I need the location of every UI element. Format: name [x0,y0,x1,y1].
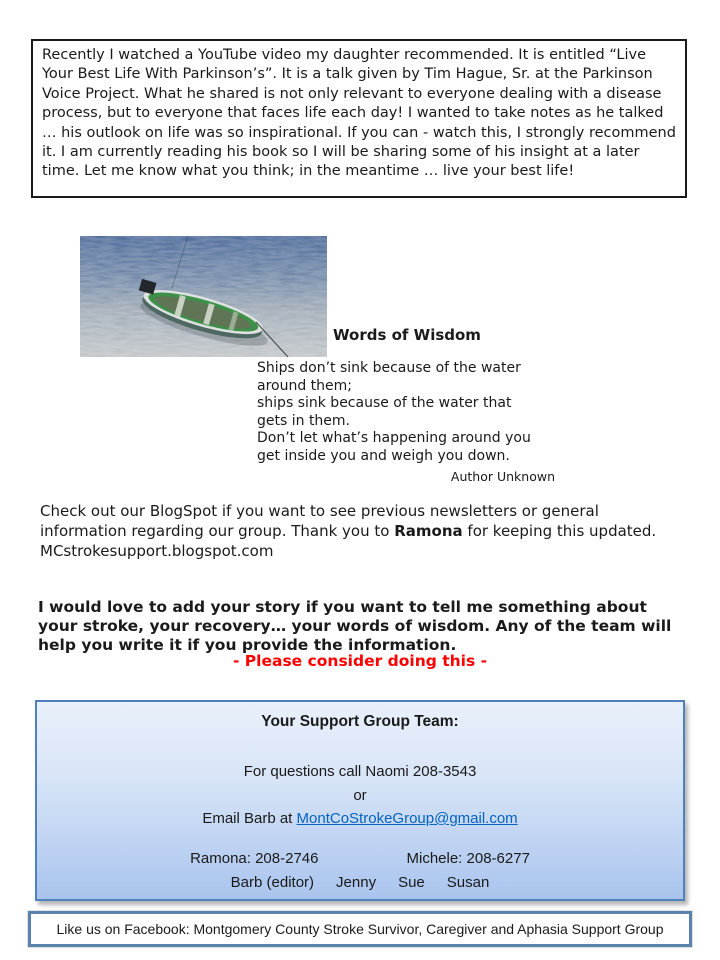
intro-text-box [31,39,687,198]
or-label: or [353,787,367,804]
email-line [37,810,683,827]
facebook-text: Like us on Facebook: Montgomery County Stroke Survivor, Caregiver and Aphasia Support Group [56,921,664,937]
intro-paragraph: Recently I watched a YouTube video my daughter recommended. It is entitled “Live Your Best Life With Parkinson’s”. It is a talk given by Tim Hague, Sr. at the Parkinson Voice Project. What he shared is not only relevant to everyone dealing with a disease process, but to everyone that faces life each day! I wanted to take notes as he talked … his outlook on life was so inspirational. If you can - watch this, I strongly recommend it. I am currently reading his book so I will be sharing some of his insight at a later time. Let me know what you think; in the meantime … live your best life! [42,47,676,180]
boat-photo [80,236,327,357]
ramona-phone: Ramona: 208-2746 [190,850,319,867]
team-phones-row [37,850,683,867]
support-team-box [35,700,685,901]
facebook-strip [28,911,692,947]
team-member: Susan [446,874,490,891]
email-link[interactable]: MontCoStrokeGroup@gmail.com [296,810,518,827]
ramona-name: Ramona [394,522,463,540]
quote-line: ships sink because of the water that [257,395,512,412]
team-box-title: Your Support Group Team: [261,713,459,730]
quote-line: get inside you and weigh you down. [257,447,510,464]
quote-line: Ships don’t sink because of the water [257,360,521,376]
quote-line: around them; [257,377,353,394]
blogspot-paragraph [40,501,686,561]
words-of-wisdom-heading: Words of Wisdom [333,326,481,344]
team-member: Jenny [336,874,377,891]
team-members-row [37,874,683,891]
blogspot-url: MCstrokesupport.blogspot.com [40,542,274,560]
blogspot-text-before: Check out our BlogSpot if you want to see previous newsletters or general information regarding our group. Thank you to [40,502,599,540]
team-member: Sue [398,874,425,891]
blogspot-text-after: for keeping this updated. [462,522,657,540]
water-ripples [80,236,327,357]
quote-line: Don’t let what’s happening around you [257,430,531,447]
team-member: Barb (editor) [230,874,315,891]
boat-on-water-image [80,236,327,357]
quote-line: gets in them. [257,412,351,429]
michele-phone: Michele: 208-6277 [406,850,530,867]
wisdom-quote [257,360,571,485]
naomi-phone-line: For questions call Naomi 208-3543 [243,763,477,780]
email-prefix: Email Barb at [202,810,297,827]
please-consider-cta: - Please consider doing this - [232,652,488,670]
story-invite-paragraph: I would love to add your story if you want to tell me something about your stroke, your recovery… your words of wisdom. Any of the team will help you write it if you provide the information. [38,598,672,654]
quote-attribution: Author Unknown [450,468,555,484]
